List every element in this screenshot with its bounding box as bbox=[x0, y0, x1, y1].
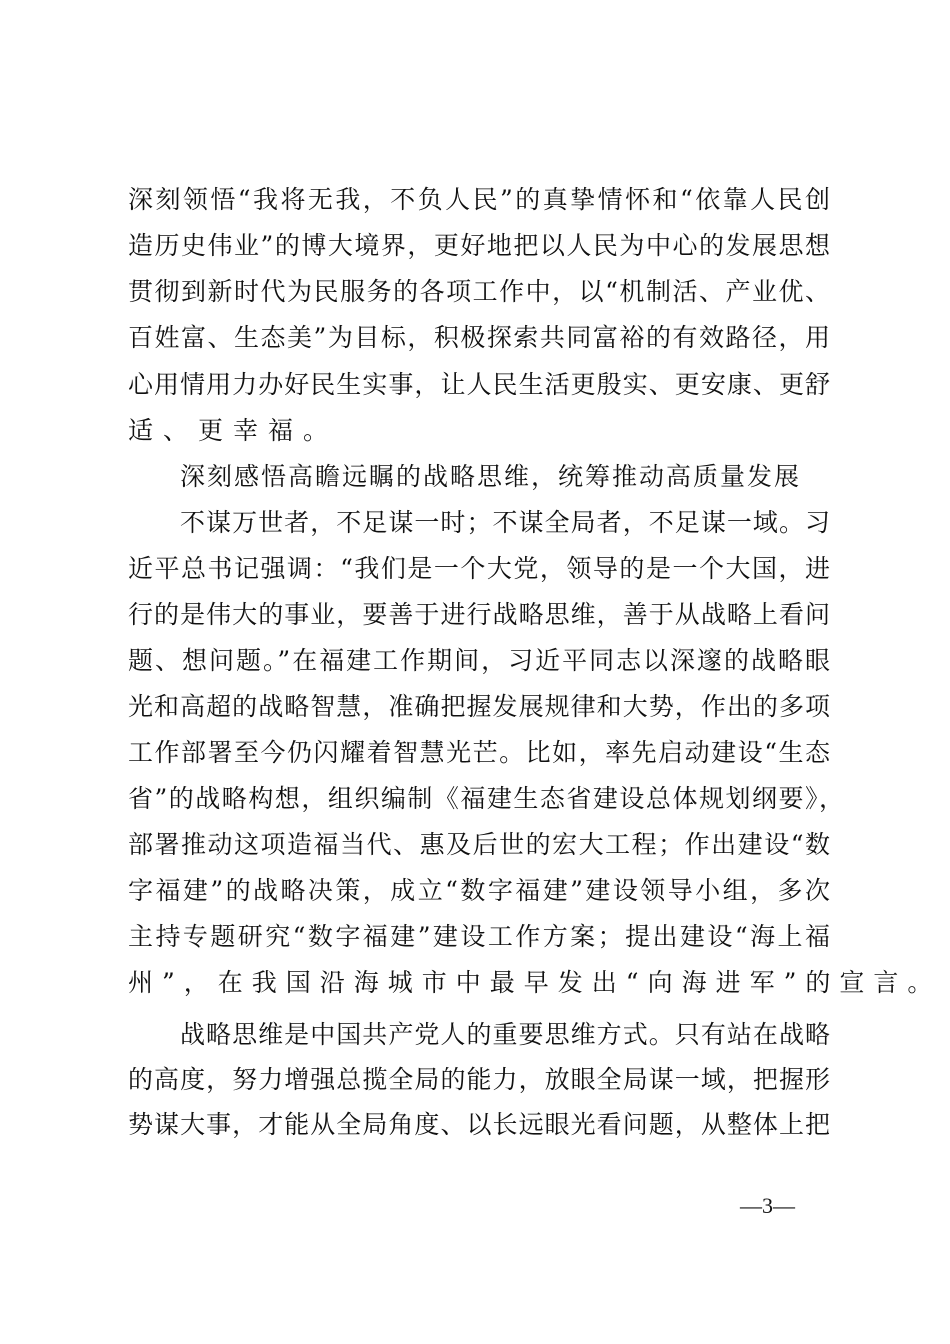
paragraph-line: 工作部署至今仍闪耀着智慧光芒。比如，率先启动建设“生态 bbox=[128, 738, 830, 767]
paragraph-line: 字福建”的战略决策，成立“数字福建”建设领导小组，多次 bbox=[128, 876, 830, 905]
paragraph-line: 适、更幸福。 bbox=[128, 416, 339, 445]
paragraph-line: 省”的战略构想，组织编制《福建生态省建设总体规划纲要》， bbox=[128, 784, 844, 813]
paragraph-line: 战略思维是中国共产党人的重要思维方式。只有站在战略 bbox=[180, 1020, 830, 1049]
paragraph-line: 深刻领悟“我将无我，不负人民”的真挚情怀和“依靠人民创 bbox=[128, 185, 830, 214]
section-heading: 深刻感悟高瞻远瞩的战略思维，统筹推动高质量发展 bbox=[180, 462, 802, 491]
paragraph-line: 势谋大事，才能从全局角度、以长远眼光看问题，从整体上把 bbox=[128, 1110, 830, 1139]
paragraph-line: 主持专题研究“数字福建”建设工作方案；提出建设“海上福 bbox=[128, 922, 830, 951]
paragraph-line: 不谋万世者，不足谋一时；不谋全局者，不足谋一域。习 bbox=[180, 508, 830, 537]
paragraph-line: 光和高超的战略智慧，准确把握发展规律和大势，作出的多项 bbox=[128, 692, 830, 721]
paragraph-line: 州”，在我国沿海城市中最早发出“向海进军”的宣言。 bbox=[128, 968, 942, 997]
paragraph-line: 造历史伟业”的博大境界，更好地把以人民为中心的发展思想 bbox=[128, 231, 830, 260]
paragraph-line: 百姓富、生态美”为目标，积极探索共同富裕的有效路径，用 bbox=[128, 323, 830, 352]
paragraph-line: 部署推动这项造福当代、惠及后世的宏大工程；作出建设“数 bbox=[128, 830, 830, 859]
page-number: —3— bbox=[740, 1193, 795, 1218]
paragraph-line: 的高度，努力增强总揽全局的能力，放眼全局谋一域，把握形 bbox=[128, 1065, 830, 1094]
paragraph-line: 题、想问题。”在福建工作期间，习近平同志以深邃的战略眼 bbox=[128, 646, 830, 675]
paragraph-line: 贯彻到新时代为民服务的各项工作中，以“机制活、产业优、 bbox=[128, 277, 830, 306]
paragraph-line: 行的是伟大的事业，要善于进行战略思维，善于从战略上看问 bbox=[128, 600, 830, 629]
paragraph-line: 近平总书记强调：“我们是一个大党，领导的是一个大国，进 bbox=[128, 554, 830, 583]
paragraph-line: 心用情用力办好民生实事，让人民生活更殷实、更安康、更舒 bbox=[128, 370, 830, 399]
